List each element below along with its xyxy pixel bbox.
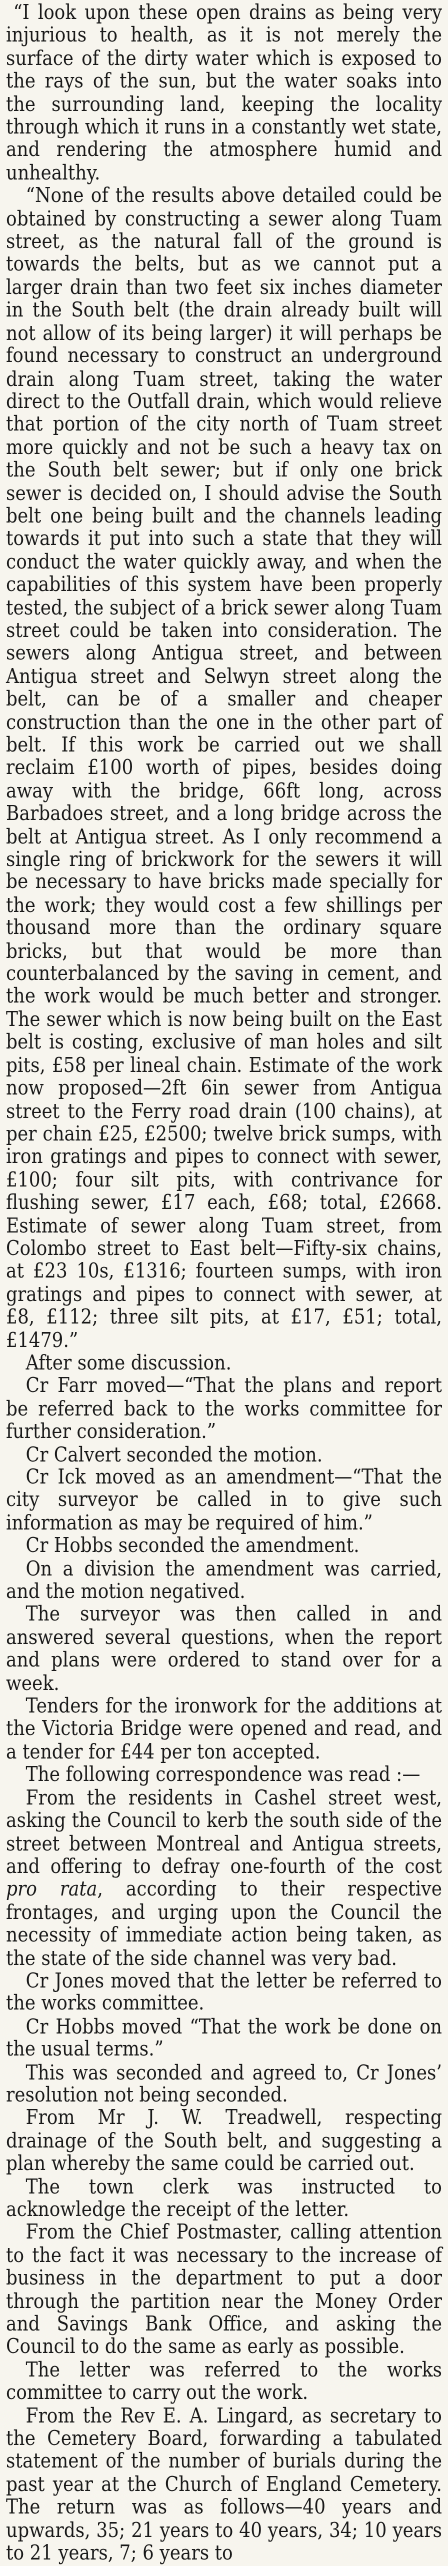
article-paragraph: [6, 2, 442, 185]
italic-text: pro rata: [6, 1877, 98, 1902]
paragraph-text: From the Rev E. A. Lingard, as secretary to the Cemetery Board, forwarding a tabulated statement of the number of burials during the past year at the Church of England Cemetery. The return was as follows—40 years and upwards, 35; 21 years to 40 years, 34; 10 years to 21 years, 7; 6 years to: [6, 2404, 442, 2565]
article-paragraph: [6, 2359, 442, 2405]
paragraph-text: The following correspondence was read :—: [25, 1763, 421, 1787]
article-paragraph: [6, 1604, 442, 1696]
paragraph-text: On a division the amendment was carried, and the motion negatived.: [6, 1557, 442, 1604]
article-paragraph: [6, 1375, 442, 1444]
article-paragraph: [6, 2108, 442, 2177]
paragraph-text: Cr Hobbs moved “That the work be done on the usual terms.”: [6, 2015, 442, 2062]
paragraph-text: This was seconded and agreed to, Cr Jones’ resolution not being seconded.: [6, 2060, 442, 2108]
article-paragraph: [6, 2405, 442, 2565]
paragraph-text: Cr Hobbs seconded the amendment.: [25, 1534, 360, 1559]
article-paragraph: [6, 2016, 442, 2062]
article-paragraph: [6, 2062, 442, 2108]
paragraph-text: “None of the results above detailed could be obtained by constructing a sewer along Tuam street, as the natural fall of the ground is towards the belts, but as we cannot put a larger drain than two feet six inches diameter in the South belt (the drain already built will not allow of its being larger) it will perhaps be found necessary to construct an underground drain along Tuam street, taking the water direct to the Outfall drain, which would relieve that portion of the city north of Tuam street more quickly and not be such a heavy tax on the South belt sewer; but if only one brick sewer is decided on, I should advise the South belt one being built and the channels leading towards it put into such a state that they will conduct the water quickly away, and when the capabilities of this system have been properly tested, the subject of a brick sewer along Tuam street could be taken into consideration. The sewers along Antigua street, and between Antigua street and Selwyn street along the belt, can be of a smaller and cheaper construction than the one in the other part of belt. If this work be carried out we shall reclaim £100 worth of pipes, besides doing away with the bridge, 66ft long, across Barbadoes street, and a long bridge across the belt at Antigua street. As I only recommend a single ring of brickwork for the sewers it will be necessary to have bricks made specially for the work; they would cost a few shillings per thousand more than the ordinary square bricks, but that would be more than counterbalanced by the saving in cement, and the work would be much better and stronger. The sewer which is now being built on the East belt is costing, exclusive of man holes and silt pits, £58 per lineal chain. Estimate of the work now proposed—2ft 6in sewer from Antigua street to the Ferry road drain (100 chains), at per chain £25, £2500; twelve brick sumps, with iron gratings and pipes to connect with sewer, £100; four silt pits, with contrivance for flushing sewer, £17 each, £68; total, £2668. Estimate of sewer along Tuam street, from Colombo street to East belt—Fifty-six chains, at £23 10s, £1316; fourteen sumps, with iron gratings and pipes to connect with sewer, at £8, £112; three silt pits, at £17, £51; total, £1479.”: [6, 184, 442, 1353]
paragraph-text: “I look upon these open drains as being very injurious to health, as it is not merely the surface of the dirty water which is exposed to the rays of the sun, but the water soaks into the surrounding land, keeping the locality through which it runs in a constantly wet state, and rendering the atmosphere humid and unhealthy.: [6, 1, 442, 185]
article-paragraph: [6, 2176, 442, 2222]
article-paragraph: [6, 1352, 442, 1375]
paragraph-text: After some discussion.: [25, 1351, 232, 1375]
paragraph-text: The letter was referred to the works committee to carry out the work.: [6, 2358, 442, 2405]
paragraph-text: Cr Ick moved as an amendment—“That the city surveyor be called in to give such information as may be required of him.”: [6, 1465, 442, 1536]
article-paragraph: [6, 1787, 442, 1970]
paragraph-text: From Mr J. W. Treadwell, respecting drainage of the South belt, and suggesting a plan whereby the same could be carried out.: [6, 2106, 442, 2176]
article-paragraph: [6, 1536, 442, 1559]
paragraph-text: The surveyor was then called in and answered several questions, when the report and plans were ordered to stand over for a week.: [6, 1603, 442, 1696]
article-paragraph: [6, 2222, 442, 2359]
paragraph-text: , according to their respective frontages, and urging upon the Council the necessity of immediate action being taken, as the state of the side channel was very bad.: [6, 1877, 442, 1970]
article-paragraph: [6, 1764, 442, 1787]
paragraph-text: From the Chief Postmaster, calling attention to the fact it was necessary to the increase of business in the department to put a door through the partition near the Money Order and Savings Bank Office, and asking the Council to do the same as early as possible.: [6, 2221, 442, 2360]
article-paragraph: [6, 1467, 442, 1536]
article-paragraph: [6, 1970, 442, 2016]
article-paragraph: [6, 1444, 442, 1467]
paragraph-text: Cr Calvert seconded the motion.: [25, 1442, 323, 1467]
article-paragraph: [6, 1696, 442, 1765]
paragraph-text: The town clerk was instructed to acknowledge the receipt of the letter.: [6, 2175, 442, 2222]
article-paragraph: [6, 185, 442, 1352]
paragraph-text: From the residents in Cashel street west, asking the Council to kerb the south side of the street between Montreal and Antigua streets, and offering to defray one-fourth of the cost: [6, 1786, 442, 1879]
paragraph-text: Tenders for the ironwork for the additions at the Victoria Bridge were opened and read, and a tender for £44 per ton accepted.: [6, 1694, 442, 1764]
article-paragraph: [6, 1558, 442, 1604]
paragraph-text: Cr Jones moved that the letter be referred to the works committee.: [6, 1969, 442, 2016]
paragraph-text: Cr Farr moved—“That the plans and report be referred back to the works committee for further consideration.”: [6, 1374, 442, 1444]
